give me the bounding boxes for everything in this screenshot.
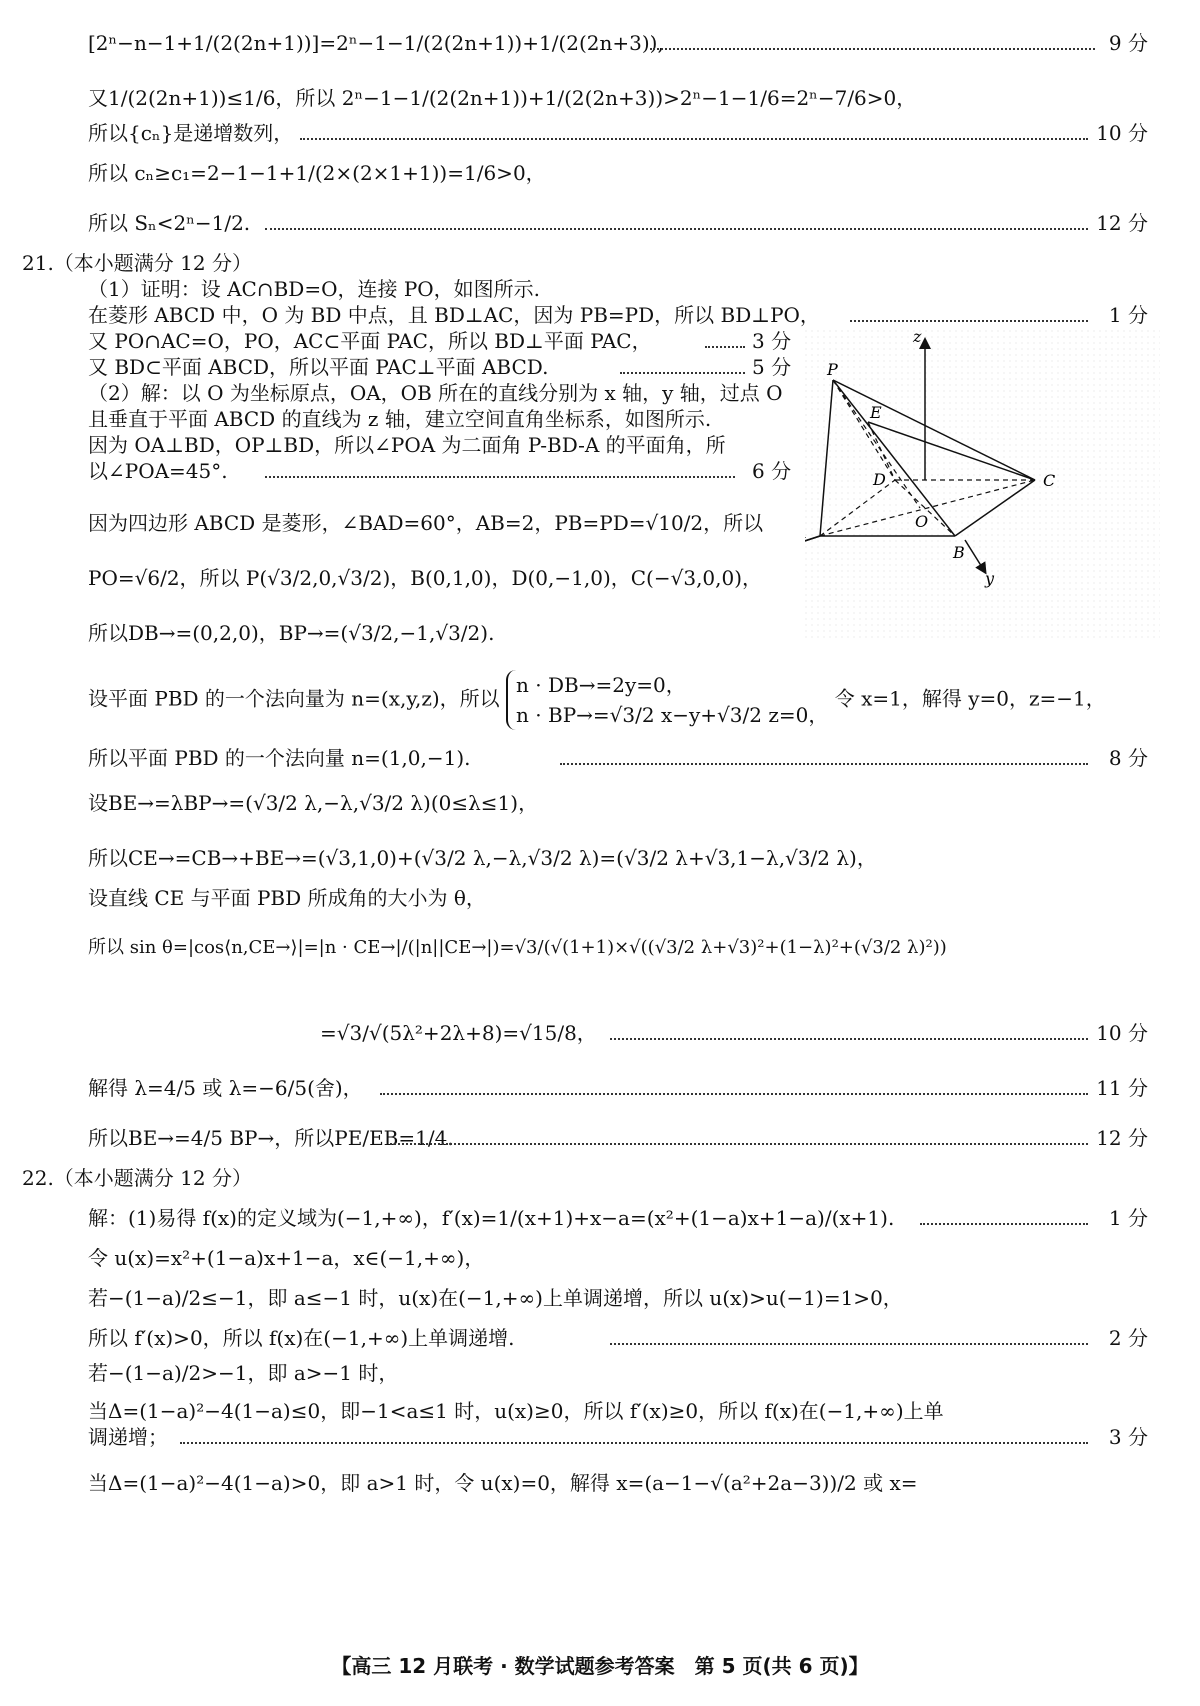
formula-line: 当Δ=(1−a)²−4(1−a)≤0，即−1<a≤1 时，u(x)≥0，所以 f′(x)≥0，所以 f(x)在(−1,+∞)上单 [88,1399,944,1423]
score-label: 10 分 [1096,121,1148,145]
label-C: C [1043,471,1056,490]
dot-leader [705,346,745,348]
text-line: 所以{cₙ}是递增数列， [88,121,294,145]
score-label: 12 分 [1096,1126,1148,1150]
question-heading: 21.（本小题满分 12 分） [22,251,252,275]
pyramid-figure [805,330,1160,640]
formula-line: =√3/√(5λ²+2λ+8)=√15/8， [320,1021,597,1045]
text-line: 因为 OA⊥BD，OP⊥BD，所以∠POA 为二面角 P-BD-A 的平面角，所 [88,433,726,457]
equation-system [506,670,828,730]
system-line [88,670,1106,730]
dot-leader [300,138,1088,140]
score-label: 5 分 [752,355,792,379]
dot-leader [620,372,745,374]
system-suffix: 令 x=1，解得 y=0，z=−1， [834,686,1106,711]
formula-line: 当Δ=(1−a)²−4(1−a)>0，即 a>1 时，令 u(x)=0，解得 x=(a−1−√(a²+2a−3))/2 或 x= [88,1471,918,1495]
system-prefix: 设平面 PBD 的一个法向量为 n=(x,y,z)，所以 [88,686,500,711]
text-line: 所以平面 PBD 的一个法向量 n=(1,0,−1). [88,746,471,770]
label-P: P [827,360,838,379]
score-label: 12 分 [1096,211,1148,235]
formula-line: 所以 sin θ=|cos⟨n,CE→⟩|=|n · CE→|/(|n||CE→|)=√3/(√(1+1)×√((√3/2 λ+√3)²+(1−λ)²+(√3/2 λ)²)) [88,937,947,958]
score-label: 8 分 [1108,746,1148,770]
dot-leader [265,476,735,478]
text-line: 且垂直于平面 ABCD 的直线为 z 轴，建立空间直角坐标系，如图所示. [88,407,712,431]
label-E: E [870,403,882,422]
text-line: 以∠POA=45°. [88,459,228,483]
formula-line: 又1/(2(2n+1))≤1/6，所以 2ⁿ−1−1/(2(2n+1))+1/(2(2n+3))>2ⁿ−1−1/6=2ⁿ−7/6>0， [88,86,917,110]
text-line: 在菱形 ABCD 中，O 为 BD 中点，且 BD⊥AC，因为 PB=PD，所以 BD⊥PO， [88,303,820,327]
dot-leader [920,1223,1088,1225]
formula-line: 所以BE→=4/5 BP→，所以PE/EB=1/4. [88,1126,454,1150]
score-label: 1 分 [1108,1206,1148,1230]
formula-line: 解得 λ=4/5 或 λ=−6/5(舍)， [88,1076,363,1100]
formula-line: PO=√6/2，所以 P(√3/2,0,√3/2)，B(0,1,0)，D(0,−1,0)，C(−√3,0,0)， [88,566,763,590]
formula-line: 设BE→=λBP→=(√3/2 λ,−λ,√3/2 λ)(0≤λ≤1)， [88,791,539,815]
label-B: B [953,543,965,562]
text-line: （2）解：以 O 为坐标原点，OA，OB 所在的直线分别为 x 轴，y 轴，过点 O [88,381,783,405]
dot-leader [850,320,1088,322]
equation-2: n · BP→=√3/2 x−y+√3/2 z=0， [516,703,829,727]
formula-line: 所以 cₙ≥c₁=2−1−1+1/(2×(2×1+1))=1/6>0， [88,161,546,185]
score-label: 9 分 [1108,31,1148,55]
question-heading: 22.（本小题满分 12 分） [22,1166,252,1190]
formula-line: 所以 Sₙ<2ⁿ−1/2. [88,211,251,235]
equation-1: n · DB→=2y=0， [516,673,686,697]
formula-line: 所以CE→=CB→+BE→=(√3,1,0)+(√3/2 λ,−λ,√3/2 λ)=(√3/2 λ+√3,1−λ,√3/2 λ)， [88,846,877,870]
label-O: O [915,512,929,531]
text-line: （1）证明：设 AC∩BD=O，连接 PO，如图所示. [88,277,541,301]
label-D: D [873,470,886,489]
score-label: 11 分 [1096,1076,1148,1100]
text-line: 又 BD⊂平面 ABCD，所以平面 PAC⊥平面 ABCD. [88,355,549,379]
formula-line: 若−(1−a)/2>−1，即 a>−1 时， [88,1361,399,1385]
formula-line: 若−(1−a)/2≤−1，即 a≤−1 时，u(x)在(−1,+∞)上单调递增，所以 u(x)>u(−1)=1>0， [88,1286,903,1310]
label-y: y [985,569,995,588]
dot-leader [610,1038,1088,1040]
score-label: 10 分 [1096,1021,1148,1045]
dot-leader [560,763,1088,765]
dot-leader [180,1442,1088,1444]
score-label: 3 分 [1108,1425,1148,1449]
label-A [805,523,807,542]
figure-background [805,330,1160,640]
formula-line: 所以 f′(x)>0，所以 f(x)在(−1,+∞)上单调递增. [88,1326,515,1350]
text-line: 设直线 CE 与平面 PBD 所成角的大小为 θ， [88,886,486,910]
label-z: z [913,330,922,346]
dot-leader [390,1143,1088,1145]
formula-line: 所以DB→=(0,2,0)，BP→=(√3/2,−1,√3/2). [88,621,495,645]
score-label: 3 分 [752,329,792,353]
dot-leader [265,228,1088,230]
score-label: 2 分 [1108,1326,1148,1350]
score-label: 6 分 [752,459,792,483]
formula-text: [2ⁿ−n−1+1/(2(2n+1))]=2ⁿ−1−1/(2(2n+1))+1/(2(2n+3)), [88,31,664,55]
formula-line [88,30,664,56]
text-line: 调递增； [88,1425,168,1449]
formula-line: 解：(1)易得 f(x)的定义域为(−1,+∞)，f′(x)=1/(x+1)+x−a=(x²+(1−a)x+1−a)/(x+1). [88,1206,895,1230]
page-footer: 【高三 12 月联考 · 数学试题参考答案 第 5 页(共 6 页)】 [331,1654,869,1678]
text-line: 又 PO∩AC=O，PO，AC⊂平面 PAC，所以 BD⊥平面 PAC， [88,329,652,353]
dot-leader [650,48,1095,50]
dot-leader [380,1093,1088,1095]
text-line: 因为四边形 ABCD 是菱形，∠BAD=60°，AB=2，PB=PD=√10/2，所以 [88,511,764,535]
dot-leader [610,1343,1088,1345]
formula-line: 令 u(x)=x²+(1−a)x+1−a，x∈(−1,+∞)， [88,1246,485,1270]
score-label: 1 分 [1108,303,1148,327]
